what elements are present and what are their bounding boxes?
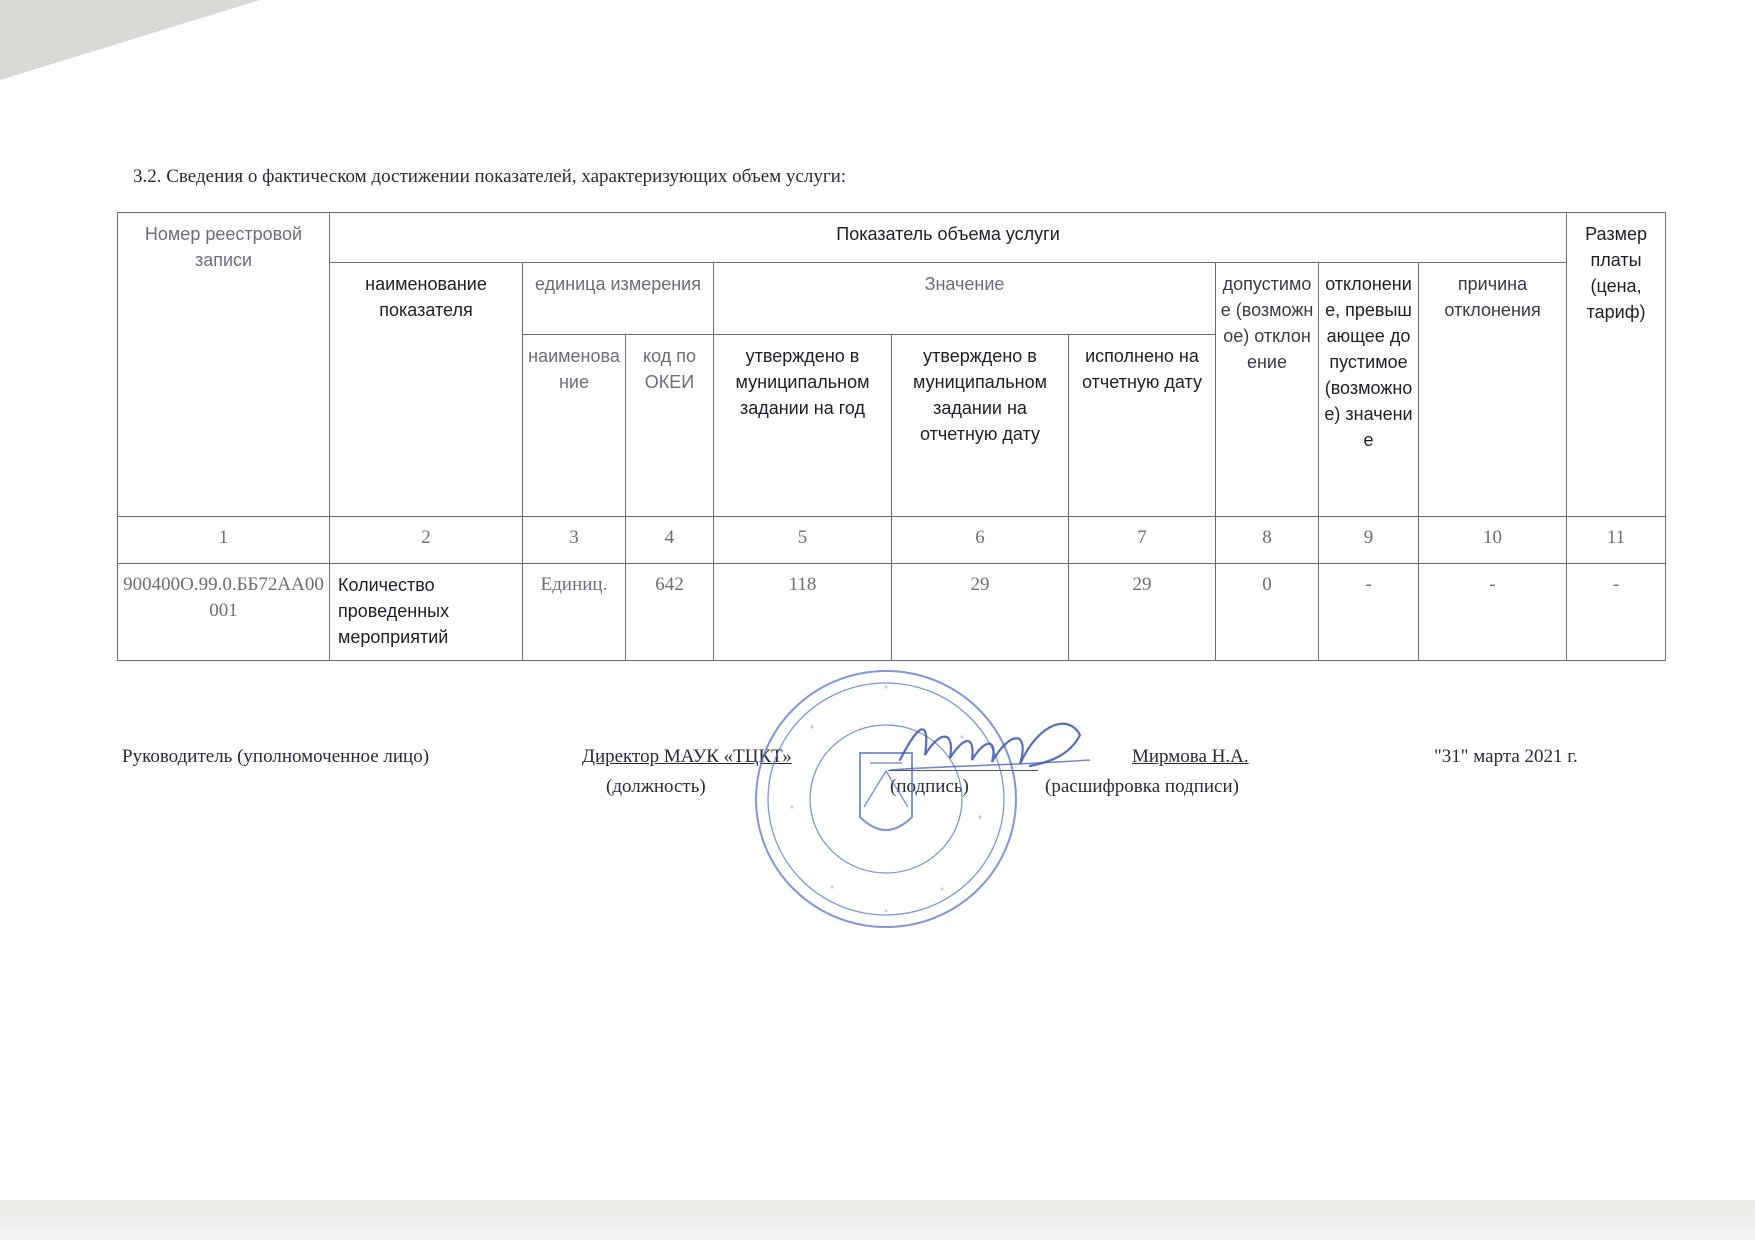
name-caption: (расшифровка подписи) [1045, 776, 1239, 797]
column-number: 1 [118, 517, 330, 564]
column-number: 7 [1069, 517, 1216, 564]
column-number: 10 [1419, 517, 1567, 564]
section-title: 3.2. Сведения о фактическом достижении показателей, характеризующих объем услуги: [133, 166, 847, 187]
column-number: 3 [523, 517, 626, 564]
cell-payment: - [1567, 564, 1666, 661]
column-number: 6 [892, 517, 1069, 564]
header-unit: единица измерения [523, 263, 714, 335]
cell-approved-date: 29 [892, 564, 1069, 661]
header-allowed-deviation: допустимое (возможное) отклонение [1216, 263, 1319, 517]
cell-reason: - [1419, 564, 1567, 661]
signatory-role: Руководитель (уполномоченное лицо) [122, 746, 430, 767]
header-unit-name: наименование [523, 335, 626, 517]
header-executed: исполнено на отчетную дату [1069, 335, 1216, 517]
header-excess-deviation: отклонение, превышающее допустимое (возможное) значение [1319, 263, 1419, 517]
cell-excess-deviation: - [1319, 564, 1419, 661]
column-number: 11 [1567, 517, 1666, 564]
signatory-name: Мирмова Н.А. [1132, 746, 1249, 767]
cell-allowed-deviation: 0 [1216, 564, 1319, 661]
column-number: 9 [1319, 517, 1419, 564]
volume-indicators-table [117, 212, 1666, 661]
column-number: 8 [1216, 517, 1319, 564]
handwritten-signature [880, 700, 1100, 790]
cell-okei-code: 642 [626, 564, 714, 661]
signature-caption: (подпись) [890, 776, 969, 797]
scan-bottom-edge [0, 1200, 1755, 1240]
column-number: 2 [330, 517, 523, 564]
header-volume-indicator: Показатель объема услуги [330, 213, 1567, 263]
header-approved-year: утверждено в муниципальном задании на год [714, 335, 892, 517]
cell-approved-year: 118 [714, 564, 892, 661]
table-row [118, 564, 1666, 661]
scan-corner-shadow [0, 0, 260, 80]
cell-indicator-name: Количество проведенных мероприятий [330, 564, 523, 661]
signature-date: "31" марта 2021 г. [1434, 746, 1578, 767]
column-number: 4 [626, 517, 714, 564]
cell-unit-name: Единиц. [523, 564, 626, 661]
header-value: Значение [714, 263, 1216, 335]
cell-registry-number: 900400О.99.0.ББ72АА00001 [118, 564, 330, 661]
header-reason: причина отклонения [1419, 263, 1567, 517]
cell-executed: 29 [1069, 564, 1216, 661]
header-registry-number: Номер реестровой записи [118, 213, 330, 517]
header-okei-code: код по ОКЕИ [626, 335, 714, 517]
header-approved-date: утверждено в муниципальном задании на отчетную дату [892, 335, 1069, 517]
signatory-position: Директор МАУК «ТЦКТ» [582, 746, 792, 767]
position-caption: (должность) [606, 776, 706, 797]
column-number: 5 [714, 517, 892, 564]
header-indicator-name: наименование показателя [330, 263, 523, 517]
header-payment: Размер платы (цена, тариф) [1567, 213, 1666, 517]
